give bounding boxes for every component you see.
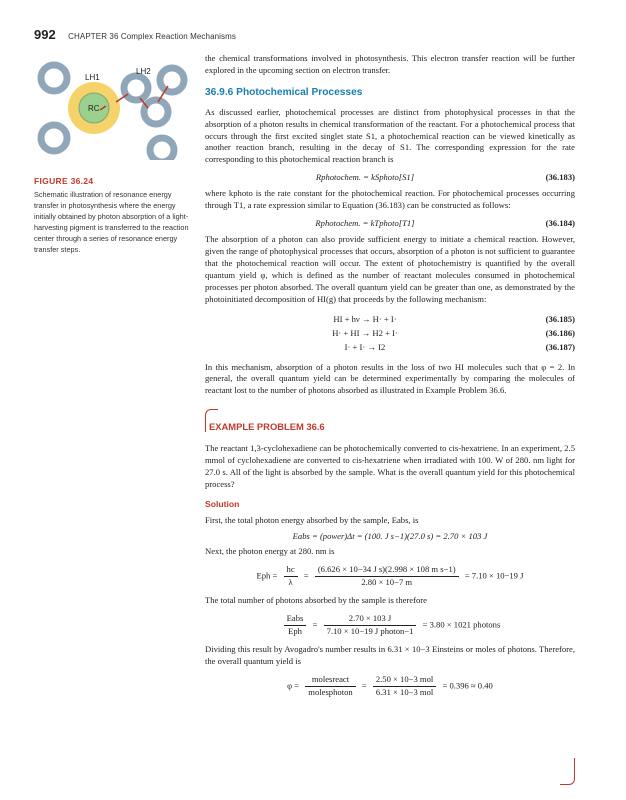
- equals-sign: =: [312, 619, 318, 630]
- hi-mechanism: [205, 312, 575, 354]
- mechanism-step: [205, 340, 575, 354]
- equals-sign: =: [303, 570, 309, 581]
- equation-number: (36.183): [545, 172, 575, 183]
- figure-caption-text: Schematic illustration of resonance energy transfer in photosynthesis where the energy initially obtained by photon absorption of a light-harvesting pigment is transferred to the reaction center through a series of resonance energy transfer steps.: [34, 190, 189, 254]
- example-problem-box: [205, 409, 575, 698]
- mechanism-reaction: I· + I· → I2: [344, 341, 386, 352]
- photon-count-equation: [205, 613, 575, 638]
- lh2-ring: [124, 76, 148, 100]
- intro-paragraph: the chemical transformations involved in photosynthesis. This electron transfer reaction will be further explored in the upcoming section on electron transfer.: [205, 53, 575, 75]
- section-title: 36.9.6 Photochemical Processes: [205, 86, 363, 98]
- paragraph-4: In this mechanism, absorption of a photon results in the loss of two HI molecules such that φ = 2. In general, the overall quantum yield can be determined experimentally by comparing the molecules of reactant lost to the number of photons absorbed as illustrated in Example Problem 36.6.: [205, 361, 575, 396]
- frac-denominator: 2.80 × 10−7 m: [361, 577, 413, 588]
- frac-numerator: (6.626 × 10−34 J s)(2.998 × 108 m s−1): [315, 564, 459, 577]
- figure-label: FIGURE 36.24: [34, 176, 94, 186]
- moles-ratio: [305, 674, 355, 699]
- mechanism-step: [205, 326, 575, 340]
- solution-label: Solution: [205, 498, 240, 509]
- lh2-label: LH2: [136, 67, 151, 76]
- solution-step-2: Next, the photon energy at 280. nm is: [205, 546, 335, 557]
- equation-body: Rphotochem. = kTphoto[T1]: [315, 218, 415, 229]
- lh2-ring: [150, 138, 174, 160]
- eph-result: = 7.10 × 10−19 J: [464, 570, 524, 581]
- eabs-over-eph: [284, 613, 307, 638]
- equation-number: (36.187): [545, 341, 575, 352]
- rc-label: RC: [88, 104, 100, 113]
- figure-36-24-diagram: [32, 60, 192, 160]
- example-problem-text: The reactant 1,3-cyclohexadiene can be photochemically converted to cis-hexatriene. In an experiment, 2.5 mmol of cyclohexadiene are converted to cis-hexatriene when irradiated with 100. W of 280. nm light for 27.0 s. All of the light is absorbed by the sample. What is the overall quantum yield for this photochemical process?: [205, 443, 575, 489]
- frac-numerator: 2.70 × 103 J: [324, 613, 417, 626]
- example-end-bracket: [560, 758, 575, 785]
- equals-sign: =: [361, 680, 367, 691]
- hc-over-lambda: [284, 564, 298, 589]
- page-number: 992: [34, 27, 56, 42]
- eabs-equation: Eabs = (power)Δt = (100. J s−1)(27.0 s) = 2.70 × 103 J: [292, 530, 488, 541]
- figure-caption: [34, 176, 196, 255]
- example-title: EXAMPLE PROBLEM 36.6: [209, 421, 325, 433]
- frac-numerator: Eabs: [284, 613, 307, 626]
- phi-fraction: [373, 674, 436, 699]
- frac-numerator: hc: [284, 564, 298, 577]
- photon-result: = 3.80 × 1021 photons: [422, 619, 501, 630]
- frac-denominator: molesphoton: [308, 686, 353, 697]
- frac-denominator: Eph: [288, 626, 302, 636]
- eph-lhs: Eph =: [256, 570, 278, 581]
- quantum-yield-equation: [205, 674, 575, 699]
- paragraph-1: As discussed earlier, photochemical processes are distinct from photophysical processes in that the absorption of a photon results in chemical transformation of the reactant. For a photochemical process that occurs through the first excited singlet state S1, a photochemical reaction can be viewed kinetically as another reaction branch, resulting in the decay of S1. The corresponding expression for the rate corresponding to this photochemical reaction branch is: [205, 106, 575, 165]
- paragraph-2: where kphoto is the rate constant for the photochemical reaction. For photochemical processes occurring through T1, a rate expression similar to Equation (36.183) can be constructed as follows:: [205, 188, 575, 211]
- antenna-ring: [41, 125, 67, 151]
- mechanism-step: [205, 312, 575, 326]
- solution-step-3: The total number of photons absorbed by the sample is therefore: [205, 595, 427, 606]
- lh2-ring: [144, 100, 168, 124]
- main-column: [205, 53, 575, 705]
- photon-fraction: [324, 613, 417, 638]
- example-corner-bracket: [205, 409, 218, 432]
- frac-denominator: λ: [288, 577, 293, 588]
- frac-denominator: 6.31 × 10−3 mol: [375, 686, 434, 697]
- eph-fraction: [315, 564, 459, 589]
- lh2-ring: [160, 68, 184, 92]
- solution-step-1: First, the total photon energy absorbed by the sample, Eabs, is: [205, 514, 419, 525]
- resonance-transfer-diagram: [32, 60, 192, 160]
- mechanism-reaction: H· + HI → H2 + I·: [332, 327, 398, 338]
- chapter-title: CHAPTER 36 Complex Reaction Mechanisms: [68, 32, 237, 41]
- eph-equation: [205, 564, 575, 589]
- frac-numerator: molesreact: [305, 674, 355, 687]
- solution-step-4: Dividing this result by Avogadro's number results in 6.31 × 10−3 Einsteins or moles of photons. Therefore, the overall quantum yield is: [205, 643, 575, 666]
- phi-result: = 0.396 ≈ 0.40: [442, 680, 493, 691]
- equation-body: Rphotochem. = kSphoto[S1]: [315, 172, 415, 183]
- equation-number: (36.186): [545, 327, 575, 338]
- antenna-ring: [41, 65, 67, 91]
- frac-numerator: 2.50 × 10−3 mol: [373, 674, 436, 687]
- phi-lhs: φ =: [287, 680, 300, 691]
- equation-36-183: [205, 169, 575, 185]
- mechanism-reaction: HI + hν → H· + I·: [333, 313, 397, 324]
- running-header: [34, 26, 236, 44]
- equation-36-184: [205, 215, 575, 231]
- equation-number: (36.185): [545, 313, 575, 324]
- lh1-label: LH1: [85, 73, 100, 82]
- equation-number: (36.184): [545, 218, 575, 229]
- frac-denominator: 7.10 × 10−19 J photon−1: [326, 626, 414, 636]
- paragraph-3: The absorption of a photon can also provide sufficient energy to initiate a chemical reaction. However, given the range of photophysical processes that occurs, absorption of a photon is not sufficient to guarantee that the photochemical reaction will occur. The extent of photochemistry is quantified by the overall quantum yield φ, which is defined as the number of reactant molecules consumed in photochemical processes per photon absorbed. The overall quantum yield can be greater than one, as demonstrated by the photoinitiated decomposition of HI(g) that proceeds by the following mechanism:: [205, 234, 575, 304]
